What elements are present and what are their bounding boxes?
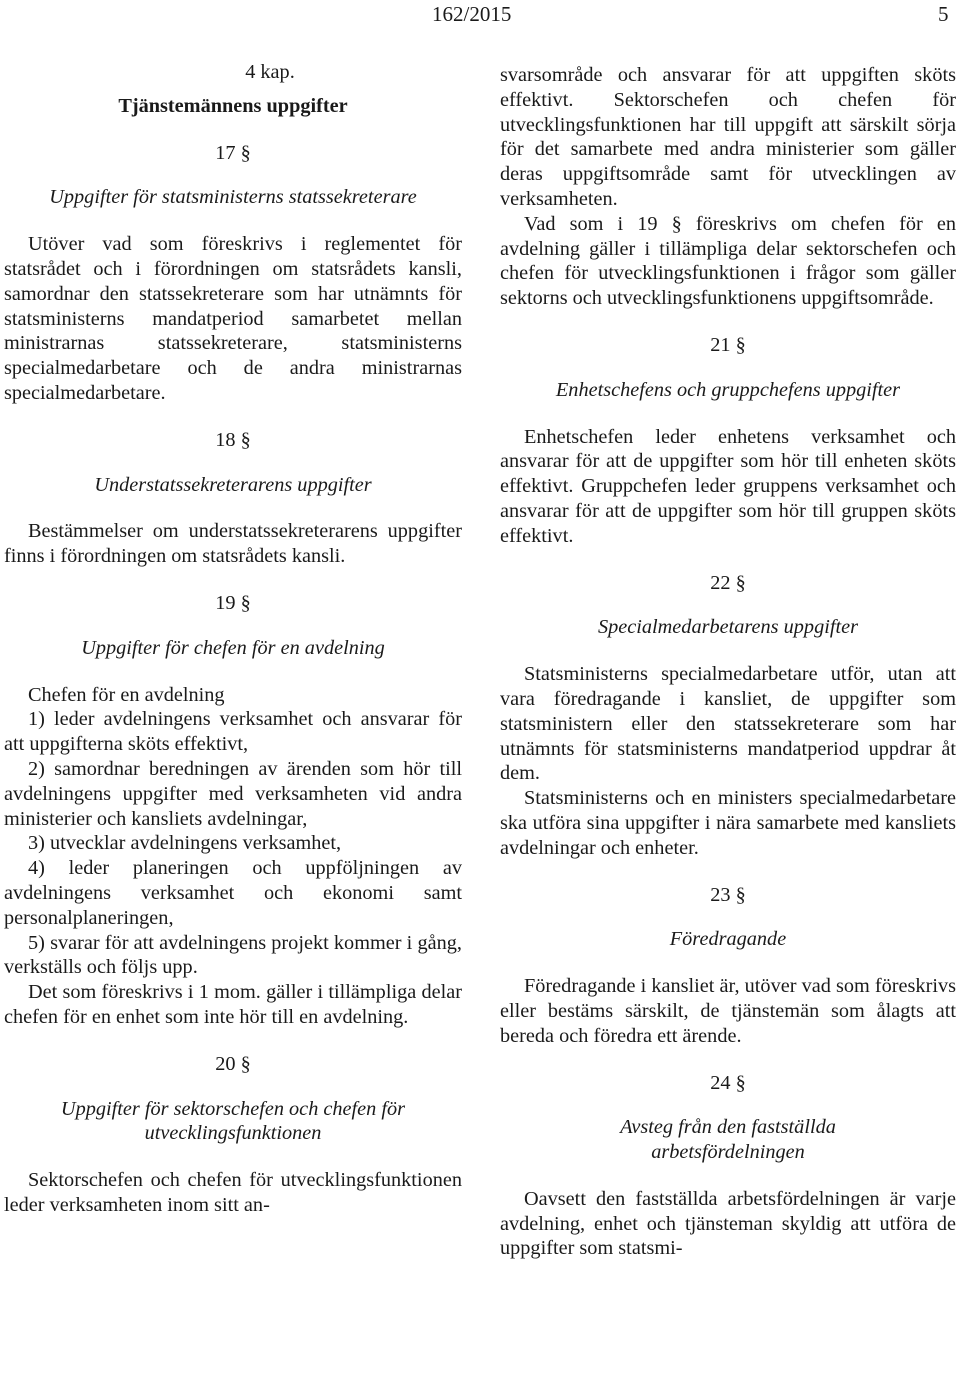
section-24-title-line1: Avsteg från den fastställda xyxy=(620,1116,836,1139)
section-19-item: 2) samordnar beredningen av ärenden som hör till avdelningens uppgifter med verksamheten vid andra ministerier och kansliets avdelningar, xyxy=(4,757,462,830)
right-column xyxy=(500,63,956,1261)
section-17-title: Uppgifter för statsministerns statssekreterare xyxy=(49,186,417,209)
section-22-number: 22 § xyxy=(710,571,746,594)
section-19-number: 19 § xyxy=(215,591,251,614)
section-22-title: Specialmedarbetarens uppgifter xyxy=(597,616,859,639)
section-19-title: Uppgifter för chefen för en avdelning xyxy=(81,636,385,659)
section-20-number: 20 § xyxy=(215,1052,251,1075)
section-24-title-line2: arbetsfördelningen xyxy=(651,1141,805,1164)
section-21-number: 21 § xyxy=(710,333,746,356)
section-19-item: 1) leder avdelningens verksamhet och ansvarar för att uppgifterna sköts effektivt, xyxy=(4,708,462,756)
section-24-paragraph-start: Oavsett den fastställda arbetsfördelningen är varje avdelning, enhet och tjänsteman skyldig att utföra de uppgifter som statsmi- xyxy=(500,1187,956,1260)
section-22-paragraph-1: Statsministerns specialmedarbetare utför, utan att vara föredragande i kansliet, de uppgifter som statsministern eller den statssekreterare som har utnämnts för statsministerns mandatperiod uppdrar åt dem. xyxy=(500,663,956,785)
section-20-title xyxy=(4,1097,462,1147)
section-19-intro: Chefen för en avdelning xyxy=(28,683,225,706)
section-19-item: 4) leder planeringen och uppföljningen av avdelningens verksamhet och ekonomi samt personalplaneringen, xyxy=(4,857,462,929)
section-20-title-line1: Uppgifter för sektorschefen och chefen för xyxy=(60,1097,406,1120)
section-20-paragraph-2: Vad som i 19 § föreskrivs om chefen för en avdelning gäller i tillämpliga delar sektorschefen och chefen för utvecklingsfunktionen i frågor som gäller sektorns och utvecklingsfunktionens uppgiftsområde. xyxy=(500,212,956,310)
section-24-title xyxy=(500,1115,956,1165)
section-23-title: Föredragande xyxy=(669,928,787,951)
section-23-number: 23 § xyxy=(710,883,746,906)
page-header xyxy=(0,0,960,32)
section-24-number: 24 § xyxy=(710,1071,746,1094)
chapter-label: 4 kap. xyxy=(245,61,295,83)
issue-number: 162/2015 xyxy=(432,2,512,26)
chapter-heading: Tjänstemännens uppgifter xyxy=(118,94,348,117)
section-19-item: 3) utvecklar avdelningens verksamhet, xyxy=(28,832,342,855)
section-22-paragraph-2: Statsministerns och en ministers specialmedarbetare ska utföra sina uppgifter i nära samarbete med kansliets avdelningar och enheter. xyxy=(500,787,956,859)
section-20-paragraph-end: svarsområde och ansvarar för att uppgiften sköts effektivt. Sektorschefen och chefen för utvecklingsfunktionen har till uppgift att särskilt sörja för det samarbete med andra ministerier som gäller deras uppgiftsområde samt för utvecklingen av verksamheten. xyxy=(500,64,956,210)
section-20-title-line2: utvecklingsfunktionen xyxy=(144,1122,322,1145)
section-19-closing: Det som föreskrivs i 1 mom. gäller i tillämpliga delar chefen för en enhet som inte hör till en avdelning. xyxy=(4,981,462,1028)
section-17-number: 17 § xyxy=(215,141,251,164)
page-number: 5 xyxy=(938,2,949,26)
section-20-paragraph-start: Sektorschefen och chefen för utvecklingsfunktionen leder verksamheten inom sitt an- xyxy=(4,1169,462,1216)
section-23-paragraph: Föredragande i kansliet är, utöver vad som föreskrivs eller bestäms särskilt, de tjänstemän som ålagts att bereda och föredra ett ärende. xyxy=(500,975,956,1047)
section-18-paragraph: Bestämmelser om understatssekreterarens uppgifter finns i förordningen om statsrådets kansli. xyxy=(4,520,462,568)
section-21-paragraph: Enhetschefen leder enhetens verksamhet och ansvarar för att de uppgifter som hör till enheten sköts effektivt. Gruppchefen leder gruppens verksamhet och ansvarar för att de uppgifter som hör till gruppen sköts effektivt. xyxy=(500,425,956,547)
section-18-number: 18 § xyxy=(215,428,251,451)
section-19-item: 5) svarar för att avdelningens projekt kommer i gång, verkställs och följs upp. xyxy=(4,931,462,979)
section-21-title: Enhetschefens och gruppchefens uppgifter xyxy=(555,378,901,401)
section-17-paragraph: Utöver vad som föreskrivs i reglementet för statsrådet och i förordningen om statsrådets kansli, samordnar den statssekreterare som har utnämnts för statsministerns mandatperiod samarbetet mellan ministrarnas statssekreterare, statsministerns specialmedarbetare och de andra ministrarnas specialmedarbetare. xyxy=(4,233,462,404)
section-18-title: Understatssekreterarens uppgifter xyxy=(94,473,372,496)
left-column xyxy=(4,60,462,1218)
